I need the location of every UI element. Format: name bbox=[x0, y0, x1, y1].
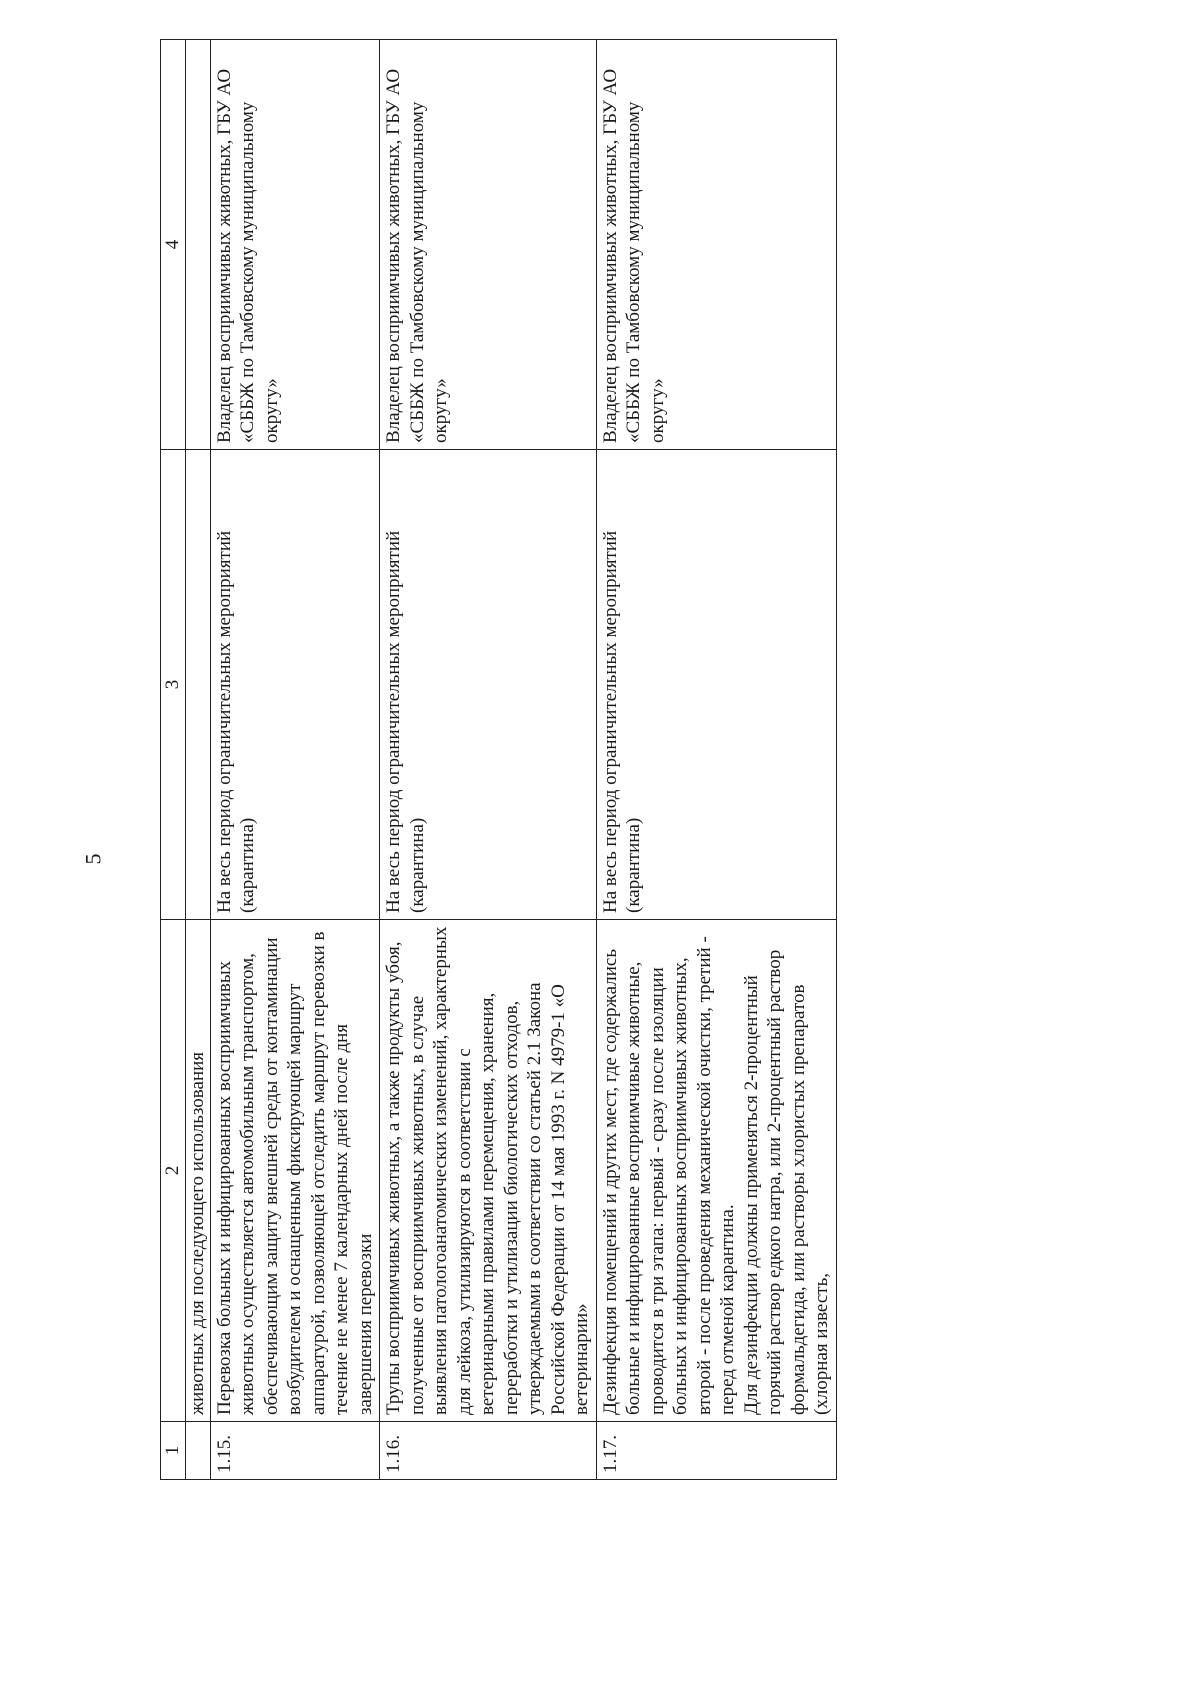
column-number: 2 bbox=[161, 920, 186, 1422]
period-text: На весь период ограничительных мероприятий (карантина) bbox=[380, 450, 597, 920]
period-text: На весь период ограничительных мероприятий (карантина) bbox=[596, 450, 836, 920]
table-row bbox=[380, 40, 597, 1480]
continuation-row bbox=[186, 40, 211, 1480]
period-text: На весь период ограничительных мероприятий (карантина) bbox=[210, 450, 380, 920]
responsible-text: Владелец восприимчивых животных, ГБУ АО «СББЖ по Тамбовскому муниципальному округу» bbox=[596, 40, 836, 450]
row-number: 1.17. bbox=[596, 1422, 836, 1480]
column-numbers-row bbox=[161, 40, 186, 1480]
measure-text: Трупы восприимчивых животных, а также продукты убоя, полученные от восприимчивых животных, в случае выявления патологоанатомических изменений, характерных для лейкоза, утилизируются в соответствии с ветеринарными правилами перемещения, хранения, переработки и утилизации биологических отходов, утверждаемыми в соответствии со статьей 2.1 Закона Российской Федерации от 14 мая 1993 г. N 4979-1 «О ветеринарии» bbox=[380, 920, 597, 1422]
column-number: 4 bbox=[161, 40, 186, 450]
measure-text-continued: Для дезинфекции должны применяться 2-процентный горячий раствор едкого натра, или 2-процентный раствор формальдегида, или растворы хлористых препаратов (хлорная известь, bbox=[740, 949, 832, 1415]
continuation-text: животных для последующего использования bbox=[186, 920, 211, 1422]
responsible-text: Владелец восприимчивых животных, ГБУ АО «СББЖ по Тамбовскому муниципальному округу» bbox=[210, 40, 380, 450]
table-row bbox=[210, 40, 380, 1480]
row-number: 1.16. bbox=[380, 1422, 597, 1480]
rotated-table-wrapper bbox=[160, 20, 1160, 1480]
measure-text: Перевозка больных и инфицированных восприимчивых животных осуществляется автомобильным транспортом, обеспечивающим защиту внешней среды от контаминации возбудителем и оснащенным фиксирующей маршрут аппаратурой, позволяющей отследить маршрут перевозки в течение не менее 7 календарных дней после дня завершения перевозки bbox=[210, 920, 380, 1422]
measures-table bbox=[160, 39, 837, 1480]
column-number: 3 bbox=[161, 450, 186, 920]
measure-cell bbox=[596, 920, 836, 1422]
column-number: 1 bbox=[161, 1422, 186, 1480]
table-row bbox=[596, 40, 836, 1480]
page-number: 5 bbox=[80, 853, 106, 865]
responsible-text: Владелец восприимчивых животных, ГБУ АО «СББЖ по Тамбовскому муниципальному округу» bbox=[380, 40, 597, 450]
measure-text: Дезинфекция помещений и других мест, где содержались больные и инфицированные восприимчивые животные, проводится в три этапа: первый - сразу после изоляции больных и инфицированных восприимчивых животных, второй - после проведения механической очистки, третий - перед отменой карантина. bbox=[599, 936, 738, 1415]
row-number: 1.15. bbox=[210, 1422, 380, 1480]
